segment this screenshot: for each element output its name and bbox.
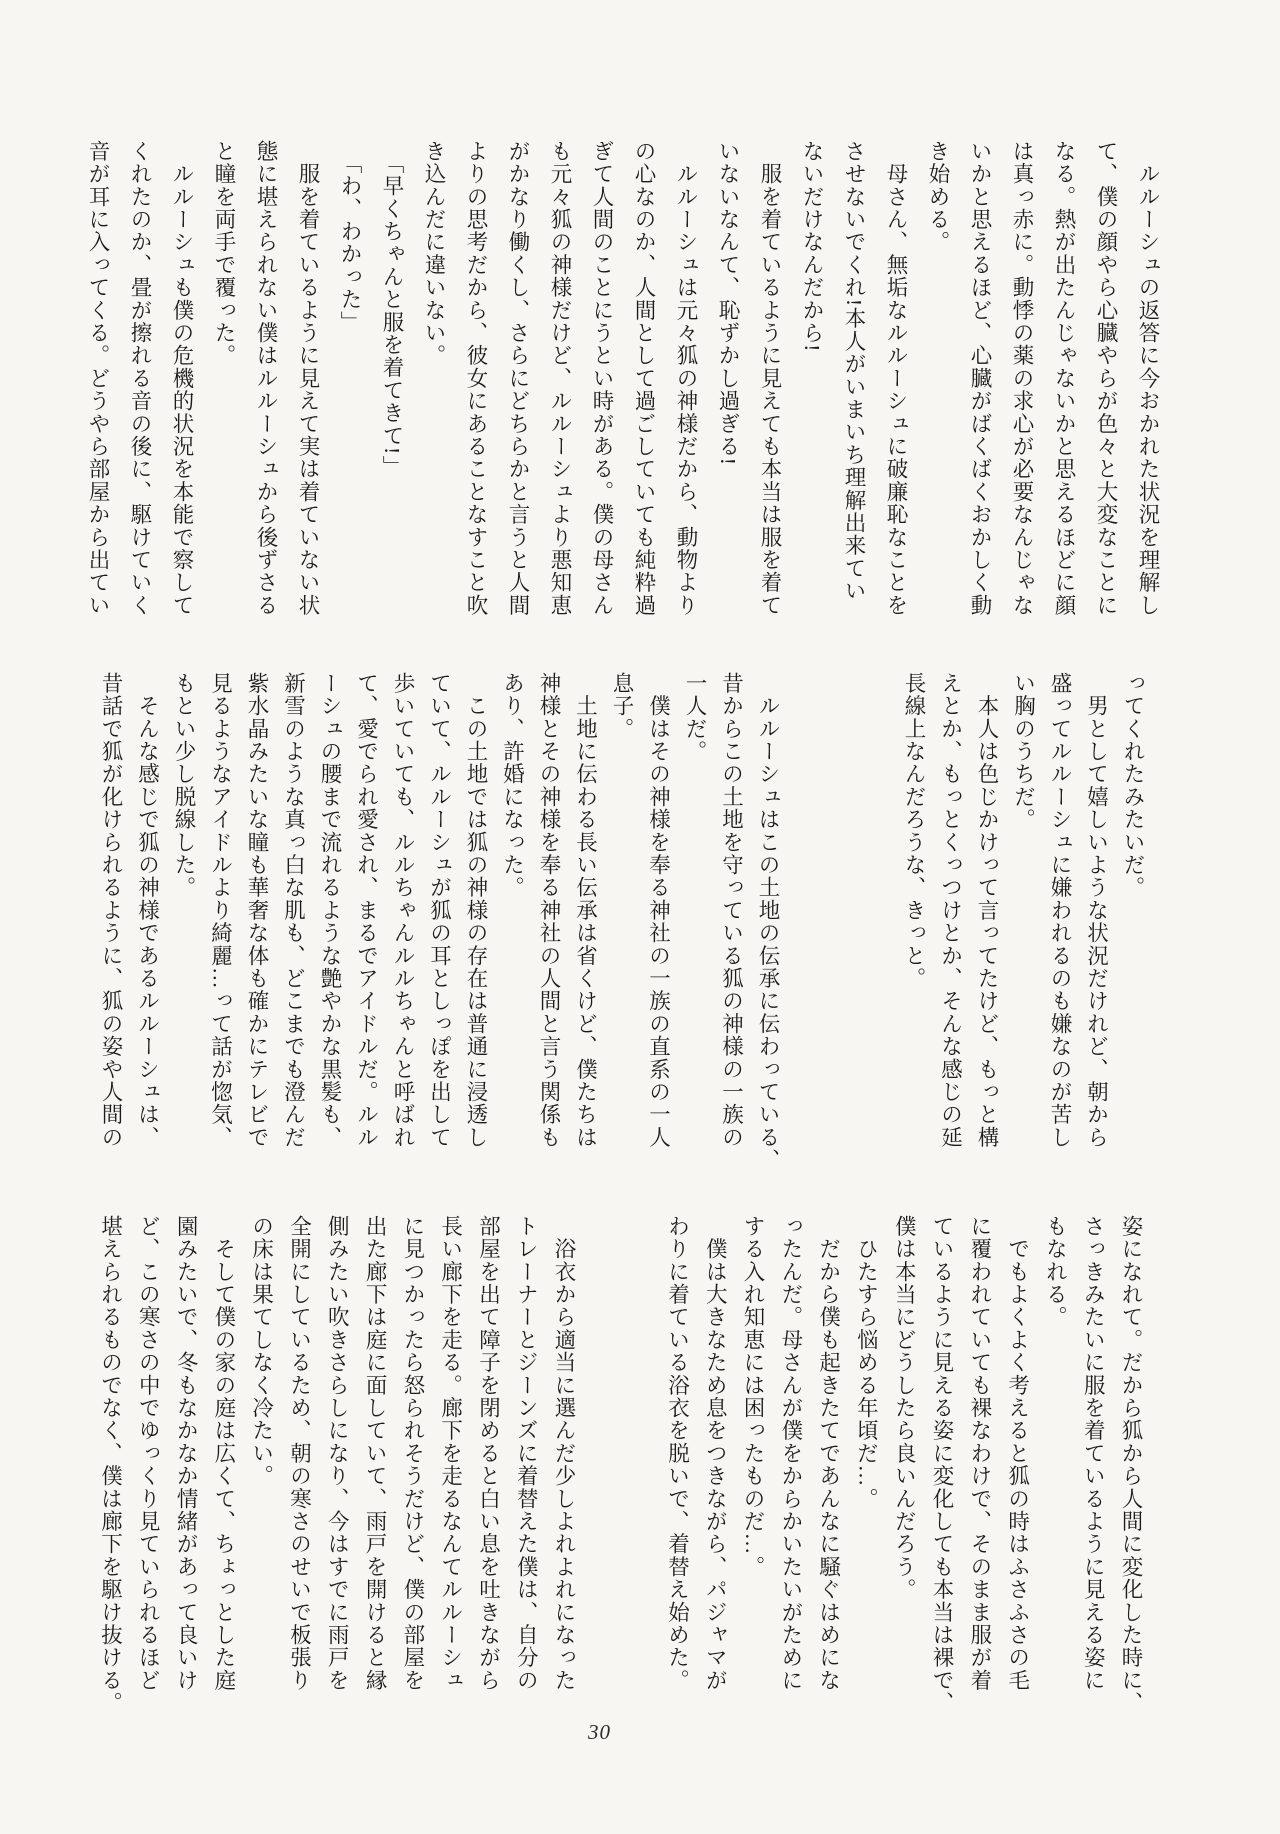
text-line: ルルーシュは元々狐の神様だから、動物より (674, 140, 698, 617)
text-line: 昔話で狐が化けられるように、狐の姿や人間の (99, 672, 123, 1149)
text-line: だから僕も起きたてであんなに騒ぐはめにな (816, 1215, 841, 1692)
text-line: い胸のうちだ。 (1011, 672, 1036, 831)
text-line: ルルーシュも僕の危機的状況を本能で察して (170, 140, 194, 617)
text-line: 長い廊下を走る。廊下を走るなんてルルーシュ (438, 1215, 463, 1692)
text-line: に見つかったら怒られそうだけど、僕の部屋を (400, 1215, 425, 1692)
text-line: 昔からこの土地を守っている狐の神様の一族の (719, 672, 744, 1149)
text-line: そして僕の家の庭は広くて、ちょっとした庭 (211, 1215, 236, 1692)
text-line: き始める。 (926, 140, 950, 254)
text-line: ってくれたみたいだ。 (1121, 672, 1145, 899)
text-line: 部屋を出て障子を閉めると白い息を吐きながら (476, 1215, 501, 1692)
text-line: 側みたい吹きさらしになり、今はすでに雨戸を (325, 1215, 350, 1692)
text-line: がかなり働くし、さらにどちらかと言うと人間 (506, 140, 530, 617)
text-line: ど、この寒さの中でゆっくり見ていられるほど (136, 1215, 161, 1692)
text-line: もとい少し脱線した。 (172, 672, 196, 899)
text-line: 浴衣から適当に選んだ少しよれよれになった (552, 1215, 577, 1692)
blank-line (786, 672, 823, 1150)
text-line: に覆われていても裸なわけで、そのまま服が着 (967, 1215, 992, 1692)
text-line: 全開にしているため、朝の寒さのせいで板張り (287, 1215, 312, 1692)
text-line: ったんだ。母さんが僕をからかいたいがために (778, 1215, 803, 1692)
text-line: よりの思考だから、彼女にあることなすこと吹 (464, 140, 488, 617)
text-line: する入れ知恵には困ったものだ…。 (741, 1215, 766, 1579)
text-band-bottom (91, 1215, 1149, 1715)
blank-line (823, 672, 860, 1150)
text-line: ないだけなんだから! (800, 140, 824, 353)
text-line: 見るようなアイドルより綺麗…って話が惚気、 (208, 672, 233, 1149)
text-line: ぎて人間のことにうとい時がある。僕の母さん (590, 140, 614, 617)
text-line: 服を着ているように見えても本当は服を着て (758, 140, 782, 617)
text-line: ルルーシュの返答に今おかれた状況を理解し (1136, 140, 1160, 617)
text-line: ているように見える姿に変化しても本当は裸で、 (930, 1215, 955, 1715)
text-line: 堪えられるものでなく、僕は廊下を駆け抜ける。 (98, 1215, 123, 1715)
text-line: は真っ赤に。動悸の薬の求心が必要なんじゃな (1010, 140, 1034, 617)
text-line: えとか、もっとくっつけとか、そんな感じの延 (938, 672, 963, 1149)
text-line: 本人は色じかけって言ってたけど、もっと構 (975, 672, 999, 1149)
text-line: 紫水晶みたいな瞳も華奢な体も確かにテレビで (245, 672, 269, 1149)
text-line: 新雪のような真っ白な肌も、どこまでも澄んだ (281, 672, 306, 1149)
text-line: て、愛でられ愛され、まるでアイドルだ。ルル (354, 672, 379, 1149)
page-number: 30 (588, 1720, 611, 1744)
text-line: 長線上なんだろうな、きっと。 (902, 672, 926, 990)
text-line: 母さん、無垢なルルーシュに破廉恥なことを (884, 140, 908, 617)
text-band-top (77, 140, 1169, 618)
text-line: 歩いていても、ルルちゃんルルちゃんと呼ばれ (391, 672, 415, 1149)
text-line: あり、許婚になった。 (500, 672, 525, 899)
text-line: トレーナーとジーンズに着替えた僕は、自分の (514, 1215, 539, 1692)
text-line: 姿になれて。だから狐から人間に変化した時に、 (1119, 1215, 1143, 1715)
text-line: て、僕の顔やら心臓やらが色々と大変なことに (1094, 140, 1118, 617)
text-line: き込んだに違いない。 (422, 140, 446, 367)
text-line: いかと思えるほど、心臓がばくばくおかしく動 (968, 140, 992, 617)
text-line: 一人だ。 (683, 672, 707, 763)
text-line: 「早くちゃんと服を着てきて!」 (380, 140, 404, 479)
text-line: でもよくよく考えると狐の時はふさふさの毛 (1005, 1215, 1030, 1692)
text-line: の心なのか、人間として過ごしていても純粋過 (632, 140, 656, 617)
text-line: 盛ってルルーシュに嫌われるのも嫌なのが苦し (1048, 672, 1072, 1149)
text-line: この土地では狐の神様の存在は普通に浸透し (464, 672, 488, 1149)
text-line: もなれる。 (1043, 1215, 1068, 1329)
text-line: と瞳を両手で覆った。 (212, 140, 236, 367)
text-line: くれたのか、畳が擦れる音の後に、駆けていく (128, 140, 152, 617)
text-line: ルルーシュはこの土地の伝承に伝わっている、 (756, 672, 780, 1172)
text-line: 僕は大きなため息をつきながら、パジャマが (703, 1215, 728, 1692)
text-line: ていて、ルルーシュが狐の耳としっぽを出して (427, 672, 452, 1149)
text-line: 男として嬉しいような状況だけれど、朝から (1084, 672, 1109, 1149)
text-line: させないでくれ!本人がいまいち理解出来てい (842, 140, 866, 603)
text-line: 僕はその神様を奉る神社の一族の直系の一人 (646, 672, 671, 1149)
text-line: わりに着ている浴衣を脱いで、着替え始めた。 (665, 1215, 690, 1692)
blank-line (582, 1215, 620, 1693)
text-line: の床は果てしなく冷たい。 (249, 1215, 274, 1488)
text-line: さっきみたいに服を着ているように見える姿に (1081, 1215, 1106, 1692)
text-line: 音が耳に入ってくる。どうやら部屋から出てい (86, 140, 110, 617)
text-line: 僕は本当にどうしたら良いんだろう。 (892, 1215, 917, 1601)
text-line: なる。熱が出たんじゃないかと思えるほどに顔 (1052, 140, 1076, 617)
text-band-middle (92, 672, 1151, 1172)
text-line: 服を着ているように見えて実は着ていない状 (296, 140, 320, 617)
text-line: 息子。 (610, 672, 634, 741)
text-line: 園みたいで、冬もなかなか情緒があって良いけ (174, 1215, 199, 1692)
text-line: 出た廊下は庭に面していて、雨戸を開けると縁 (363, 1215, 388, 1692)
text-line: ひたすら悩める年頃だ…。 (854, 1215, 879, 1511)
text-line: そんな感じで狐の神様であるルルーシュは、 (135, 672, 160, 1149)
text-line: 態に堪えられない僕はルルーシュから後ずさる (254, 140, 278, 617)
text-line: ーシュの腰まで流れるような艶やかな黒髪も、 (318, 672, 342, 1149)
text-line: 「わ、わかった」 (338, 140, 362, 334)
blank-line (620, 1215, 658, 1693)
text-line: 神様とその神様を奉る神社の人間と言う関係も (537, 672, 561, 1149)
text-line: 土地に伝わる長い伝承は省くけど、僕たちは (573, 672, 598, 1149)
text-line: いないなんて、恥ずかし過ぎる! (716, 140, 740, 467)
blank-line (859, 672, 896, 1150)
text-line: も元々狐の神様だけど、ルルーシュより悪知恵 (548, 140, 572, 617)
